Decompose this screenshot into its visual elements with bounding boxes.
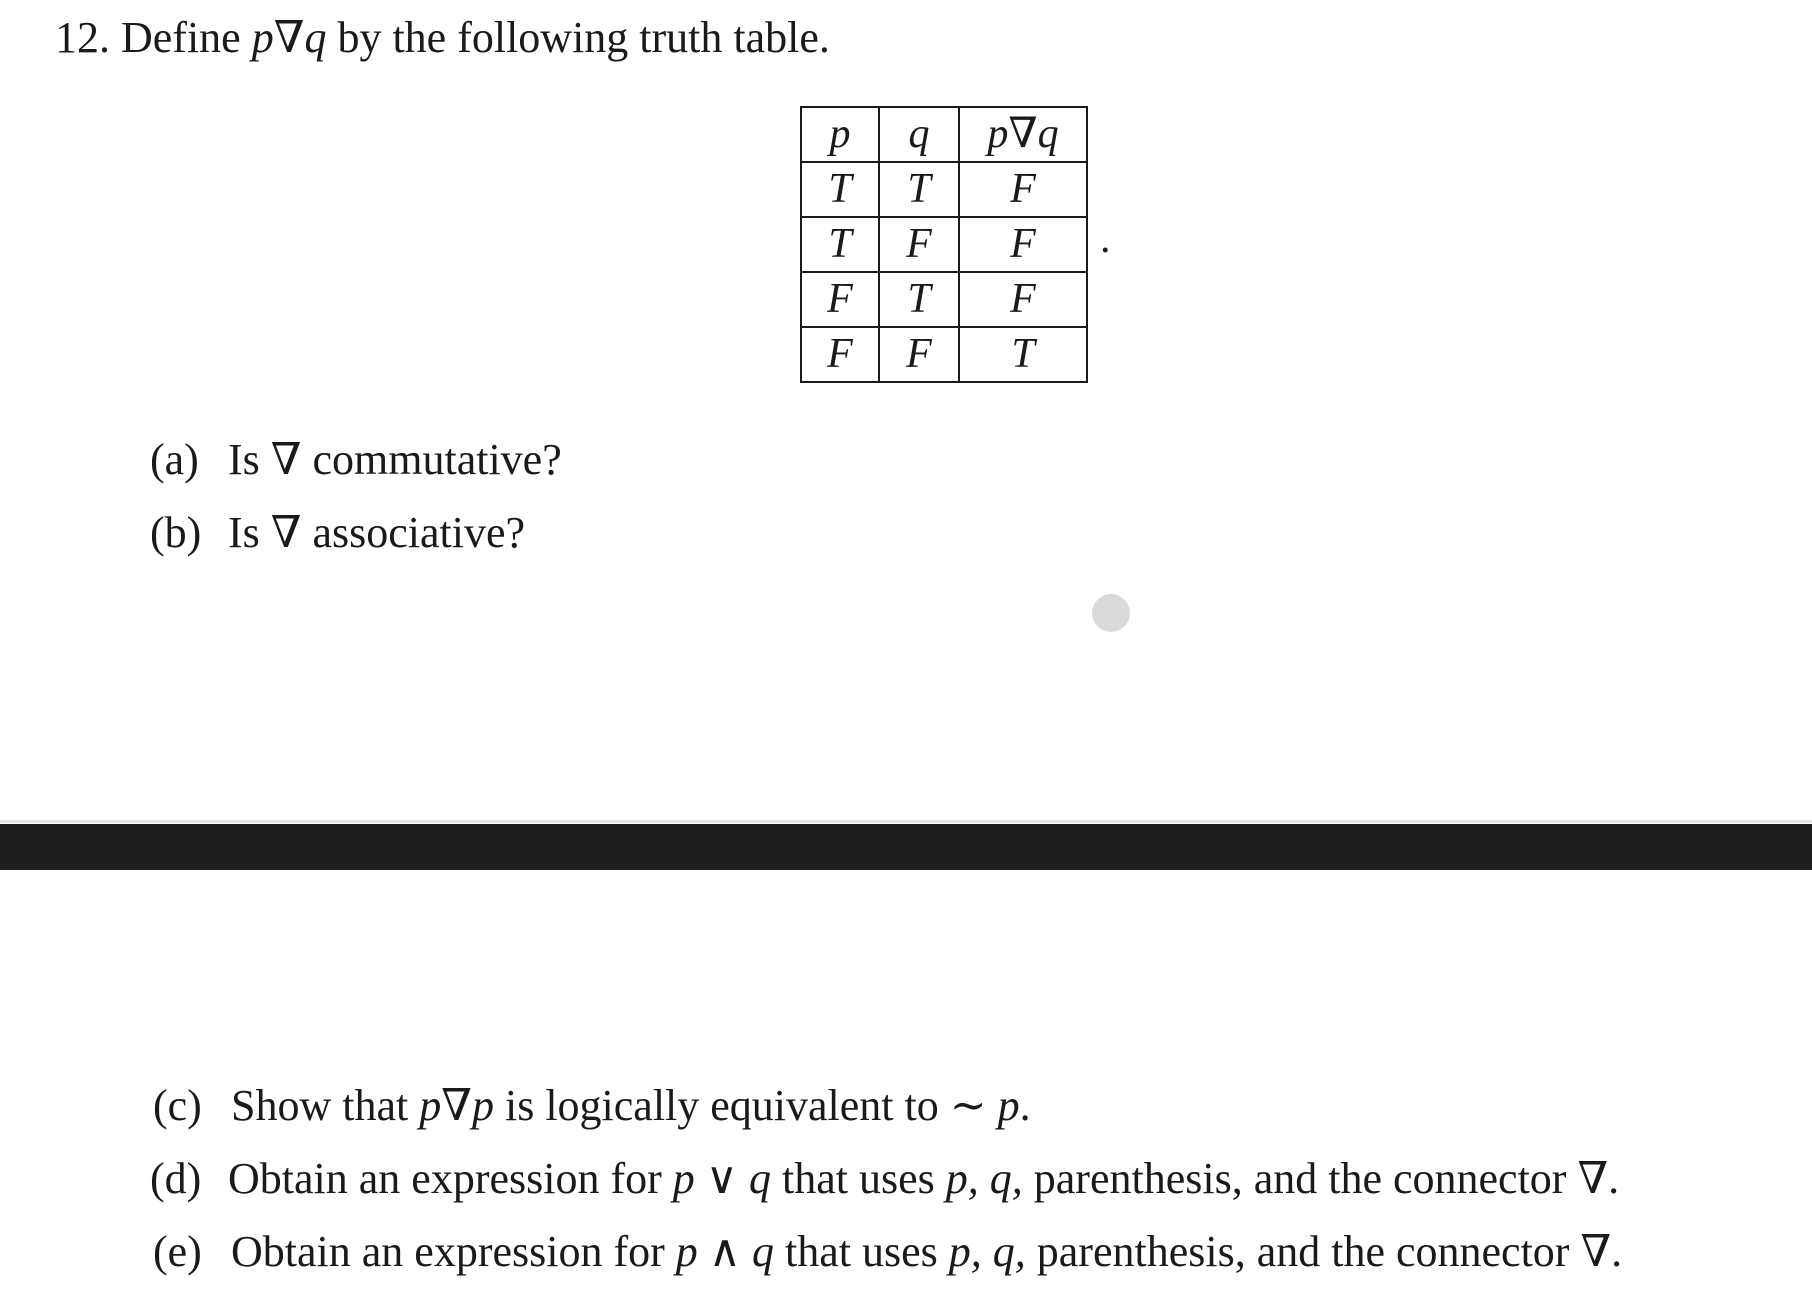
table-cell: T <box>801 217 879 272</box>
truth-table-header-row <box>801 107 1087 162</box>
heading-var-p: p <box>251 13 274 62</box>
part-a-text: Is ∇ commutative? <box>228 435 562 484</box>
part-c-text-after: . <box>1019 1081 1031 1130</box>
part-d-label: (d) <box>150 1154 202 1203</box>
touch-indicator <box>1092 594 1130 632</box>
table-row <box>801 162 1087 217</box>
part-e-label: (e) <box>153 1227 202 1276</box>
part-d-text-before: Obtain an expression for <box>228 1154 662 1203</box>
part-c-label: (c) <box>153 1081 202 1130</box>
part-c-math2: ∼ p <box>949 1081 1020 1130</box>
table-cell: F <box>959 162 1087 217</box>
part-b-text: Is ∇ associative? <box>228 508 526 557</box>
divider-highlight <box>0 820 1812 823</box>
table-cell: T <box>879 162 959 217</box>
part-c-math: p∇p <box>419 1081 494 1130</box>
table-cell: F <box>959 272 1087 327</box>
header-p: p <box>801 107 879 162</box>
part-a <box>150 432 562 488</box>
table-cell: F <box>801 272 879 327</box>
heading-var-q: q <box>304 13 327 62</box>
table-period: . <box>1100 216 1111 262</box>
part-e-math: p ∧ q <box>675 1227 774 1276</box>
heading-prefix: Define <box>121 13 241 62</box>
part-e <box>153 1224 1622 1280</box>
problem-number: 12. <box>55 13 110 62</box>
heading-suffix: by the following truth table. <box>337 13 830 62</box>
table-row <box>801 217 1087 272</box>
table-cell: T <box>879 272 959 327</box>
heading-operator: ∇ <box>273 13 305 62</box>
table-row <box>801 272 1087 327</box>
part-e-text-after: parenthesis, and the connector ∇. <box>1036 1227 1623 1276</box>
table-cell: F <box>801 327 879 382</box>
part-d-math: p ∨ q <box>672 1154 771 1203</box>
divider-bar <box>0 824 1812 870</box>
part-d <box>150 1151 1619 1207</box>
part-b <box>150 505 525 561</box>
part-d-vars: p, q, <box>945 1154 1023 1203</box>
part-d-text-after: parenthesis, and the connector ∇. <box>1033 1154 1620 1203</box>
part-c-text-middle: is logically equivalent to <box>504 1081 939 1130</box>
part-d-text-middle: that uses <box>782 1154 935 1203</box>
part-e-vars: p, q, <box>948 1227 1026 1276</box>
table-cell: T <box>801 162 879 217</box>
header-p-nabla-q: p∇q <box>959 107 1087 162</box>
table-row <box>801 327 1087 382</box>
part-c-text-before: Show that <box>231 1081 409 1130</box>
problem-heading <box>55 10 830 66</box>
table-cell: F <box>879 217 959 272</box>
truth-table <box>800 106 1088 383</box>
header-q: q <box>879 107 959 162</box>
part-e-text-middle: that uses <box>785 1227 938 1276</box>
part-e-text-before: Obtain an expression for <box>231 1227 665 1276</box>
table-cell: F <box>879 327 959 382</box>
part-c <box>153 1078 1031 1134</box>
part-a-label: (a) <box>150 435 199 484</box>
table-cell: F <box>959 217 1087 272</box>
table-cell: T <box>959 327 1087 382</box>
part-b-label: (b) <box>150 508 202 557</box>
